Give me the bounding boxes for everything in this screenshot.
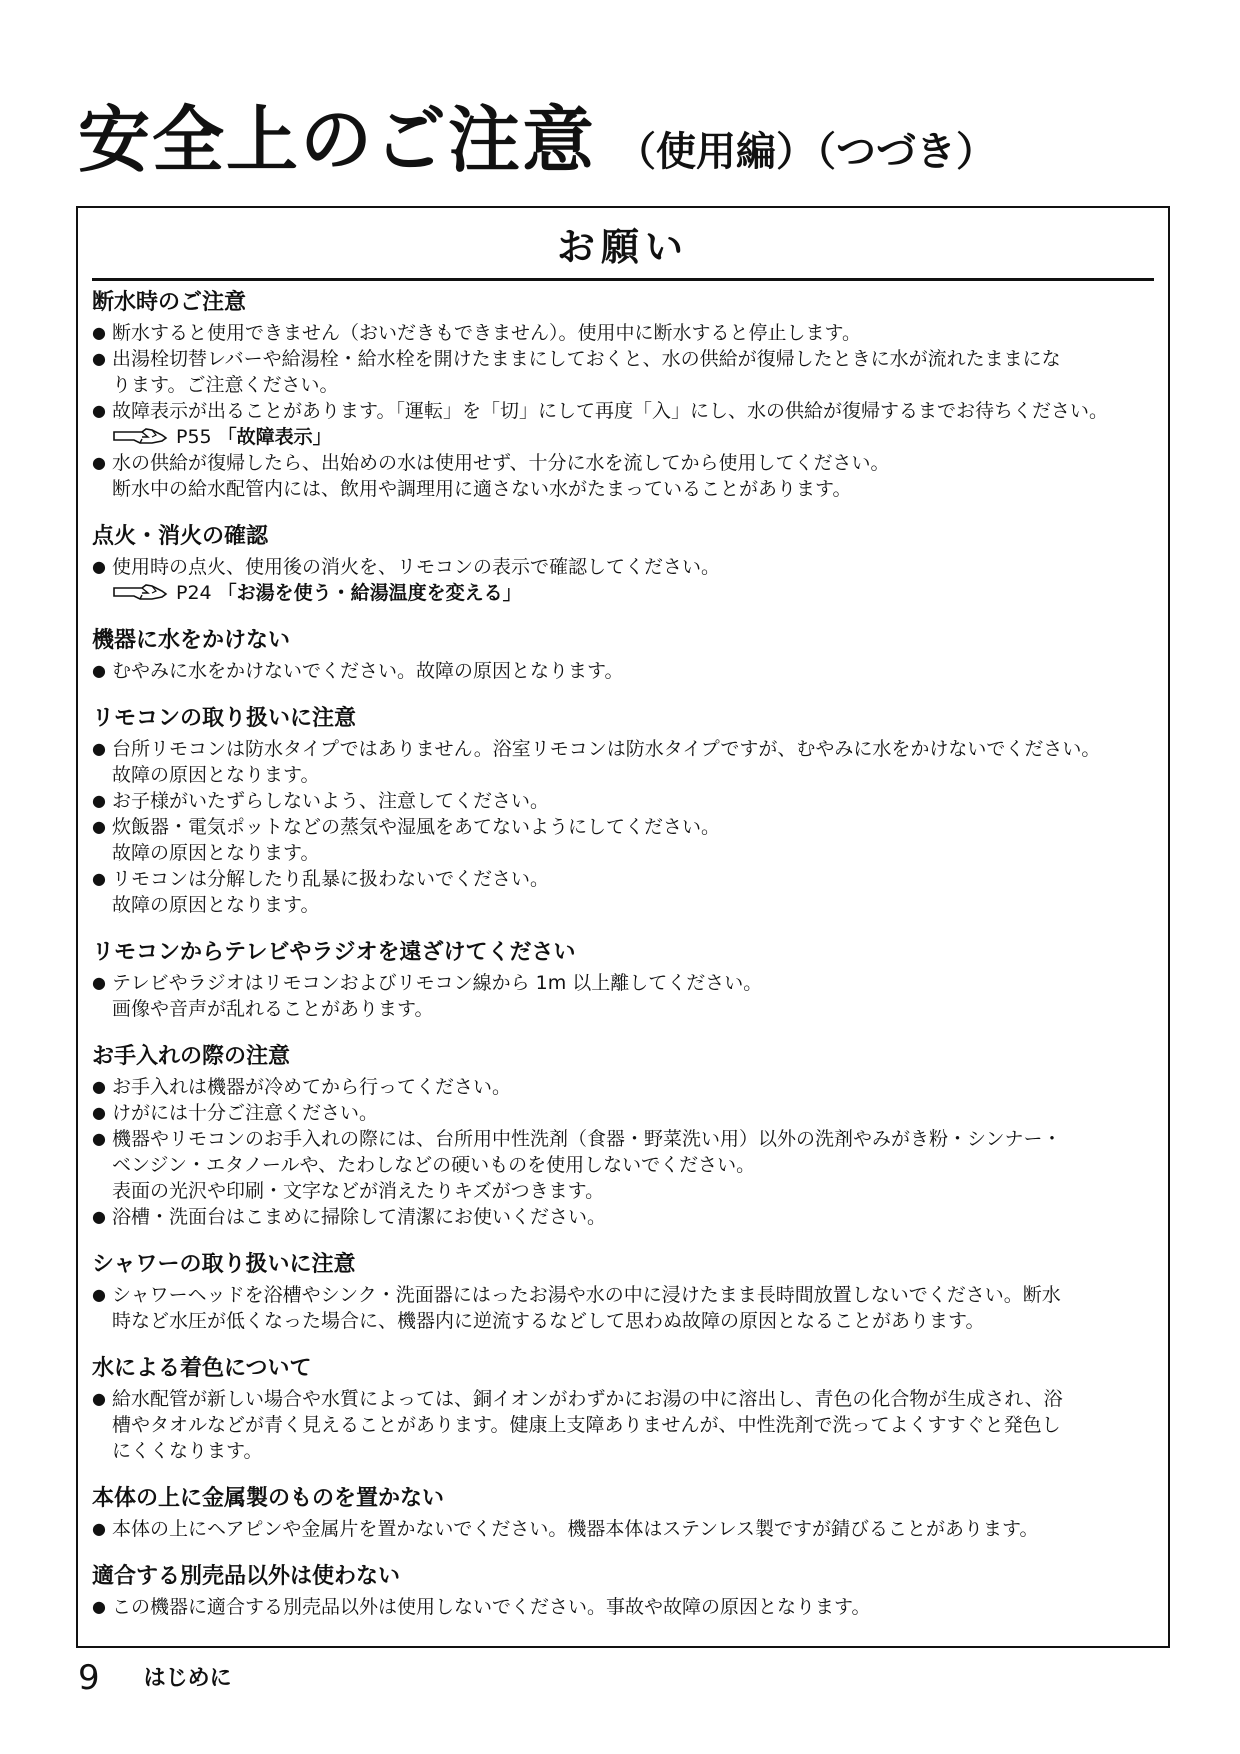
bullet-item: ● リモコンは分解したり乱暴に扱わないでください。 — [92, 866, 1154, 892]
bullet-continuation: にくくなります。 — [112, 1440, 263, 1462]
bullet-item: ● シャワーヘッドを浴槽やシンク・洗面器にはったお湯や水の中に浸けたまま長時間放置しないでください。断水 — [92, 1282, 1154, 1308]
notice-section — [92, 624, 1154, 684]
notice-section — [92, 1560, 1154, 1620]
bullet-continuation: 故障の原因となります。 — [112, 842, 320, 864]
bullet-item: ● この機器に適合する別売品以外は使用しないでください。事故や故障の原因となります。 — [92, 1594, 1154, 1620]
notice-section — [92, 1352, 1154, 1464]
page-title-main: 安全上のご注意 — [78, 98, 597, 182]
bullet-continuation: 故障の原因となります。 — [112, 764, 320, 786]
bullet-item: ● 浴槽・洗面台はこまめに掃除して清潔にお使いください。 — [92, 1204, 1154, 1230]
bullet-continuation: ベンジン・エタノールや、たわしなどの硬いものを使用しないでください。 — [112, 1154, 756, 1176]
bullet-item: ● 出湯栓切替レバーや給湯栓・給水栓を開けたままにしておくと、水の供給が復帰したときに水が流れたままにな — [92, 346, 1154, 372]
bullet-item: ● 機器やリモコンのお手入れの際には、台所用中性洗剤（食器・野菜洗い用）以外の洗剤やみがき粉・シンナー・ — [92, 1126, 1154, 1152]
section-title: シャワーの取り扱いに注意 — [92, 1252, 356, 1277]
section-title: リモコンからテレビやラジオを遠ざけてください — [92, 940, 576, 965]
section-title: 断水時のご注意 — [92, 290, 247, 315]
bullet-continuation: 時など水圧が低くなった場合に、機器内に逆流するなどして思わぬ故障の原因となることがあります。 — [112, 1310, 985, 1332]
page-footer — [78, 1658, 232, 1698]
section-title: リモコンの取り扱いに注意 — [92, 706, 357, 731]
notice-box — [76, 206, 1170, 1648]
footer-section-label: はじめに — [143, 1666, 232, 1691]
pointing-hand-icon — [112, 426, 168, 448]
bullet-continuation: 槽やタオルなどが青く見えることがあります。健康上支障ありませんが、中性洗剤で洗ってよくすすぐと発色し — [112, 1414, 1061, 1436]
page-title — [78, 82, 996, 186]
page-number: 9 — [78, 1658, 100, 1698]
bullet-item: ● むやみに水をかけないでください。故障の原因となります。 — [92, 658, 1154, 684]
section-title: 水による着色について — [92, 1356, 312, 1381]
notice-section — [92, 936, 1154, 1022]
section-title: 機器に水をかけない — [92, 628, 291, 653]
bullet-item: ● 水の供給が復帰したら、出始めの水は使用せず、十分に水を流してから使用してください。 — [92, 450, 1154, 476]
page-reference — [92, 424, 1154, 450]
bullet-continuation: ります。ご注意ください。 — [112, 374, 339, 396]
bullet-item: ● テレビやラジオはリモコンおよびリモコン線から 1m 以上離してください。 — [92, 970, 1154, 996]
bullet-item: ● 使用時の点火、使用後の消火を、リモコンの表示で確認してください。 — [92, 554, 1154, 580]
notice-section — [92, 1248, 1154, 1334]
section-title: 適合する別売品以外は使わない — [92, 1564, 401, 1589]
box-heading: お願い — [92, 216, 1154, 281]
notice-section — [92, 702, 1154, 918]
page-title-sub: （使用編）（つづき） — [616, 129, 997, 175]
bullet-item: ● 給水配管が新しい場合や水質によっては、銅イオンがわずかにお湯の中に溶出し、青色の化合物が生成され、浴 — [92, 1386, 1154, 1412]
reference-label: 「故障表示」 — [217, 426, 332, 448]
notice-section — [92, 1040, 1154, 1230]
page-reference — [92, 580, 1154, 606]
section-title: お手入れの際の注意 — [92, 1044, 291, 1069]
notice-sections — [92, 286, 1154, 1638]
bullet-continuation: 画像や音声が乱れることがあります。 — [112, 998, 434, 1020]
reference-page: P24 — [176, 582, 212, 604]
bullet-item: ● 故障表示が出ることがあります。「運転」を「切」にして再度「入」にし、水の供給が復帰するまでお待ちください。 — [92, 398, 1154, 424]
pointing-hand-icon — [112, 582, 168, 604]
notice-section — [92, 520, 1154, 606]
bullet-item: ● お手入れは機器が冷めてから行ってください。 — [92, 1074, 1154, 1100]
bullet-item: ● 台所リモコンは防水タイプではありません。浴室リモコンは防水タイプですが、むやみに水をかけないでください。 — [92, 736, 1154, 762]
bullet-continuation: 断水中の給水配管内には、飲用や調理用に適さない水がたまっていることがあります。 — [112, 478, 852, 500]
bullet-continuation: 故障の原因となります。 — [112, 894, 320, 916]
section-title: 点火・消火の確認 — [92, 524, 269, 549]
bullet-item: ● お子様がいたずらしないよう、注意してください。 — [92, 788, 1154, 814]
bullet-item: ● けがには十分ご注意ください。 — [92, 1100, 1154, 1126]
bullet-item: ● 断水すると使用できません（おいだきもできません）。使用中に断水すると停止します。 — [92, 320, 1154, 346]
reference-label: 「お湯を使う・給湯温度を変える」 — [217, 582, 522, 604]
bullet-item: ● 炊飯器・電気ポットなどの蒸気や湿風をあてないようにしてください。 — [92, 814, 1154, 840]
notice-section — [92, 1482, 1154, 1542]
bullet-item: ● 本体の上にヘアピンや金属片を置かないでください。機器本体はステンレス製ですが錆びることがあります。 — [92, 1516, 1154, 1542]
notice-section — [92, 286, 1154, 502]
reference-page: P55 — [176, 426, 212, 448]
section-title: 本体の上に金属製のものを置かない — [92, 1486, 445, 1511]
bullet-continuation: 表面の光沢や印刷・文字などが消えたりキズがつきます。 — [112, 1180, 605, 1202]
